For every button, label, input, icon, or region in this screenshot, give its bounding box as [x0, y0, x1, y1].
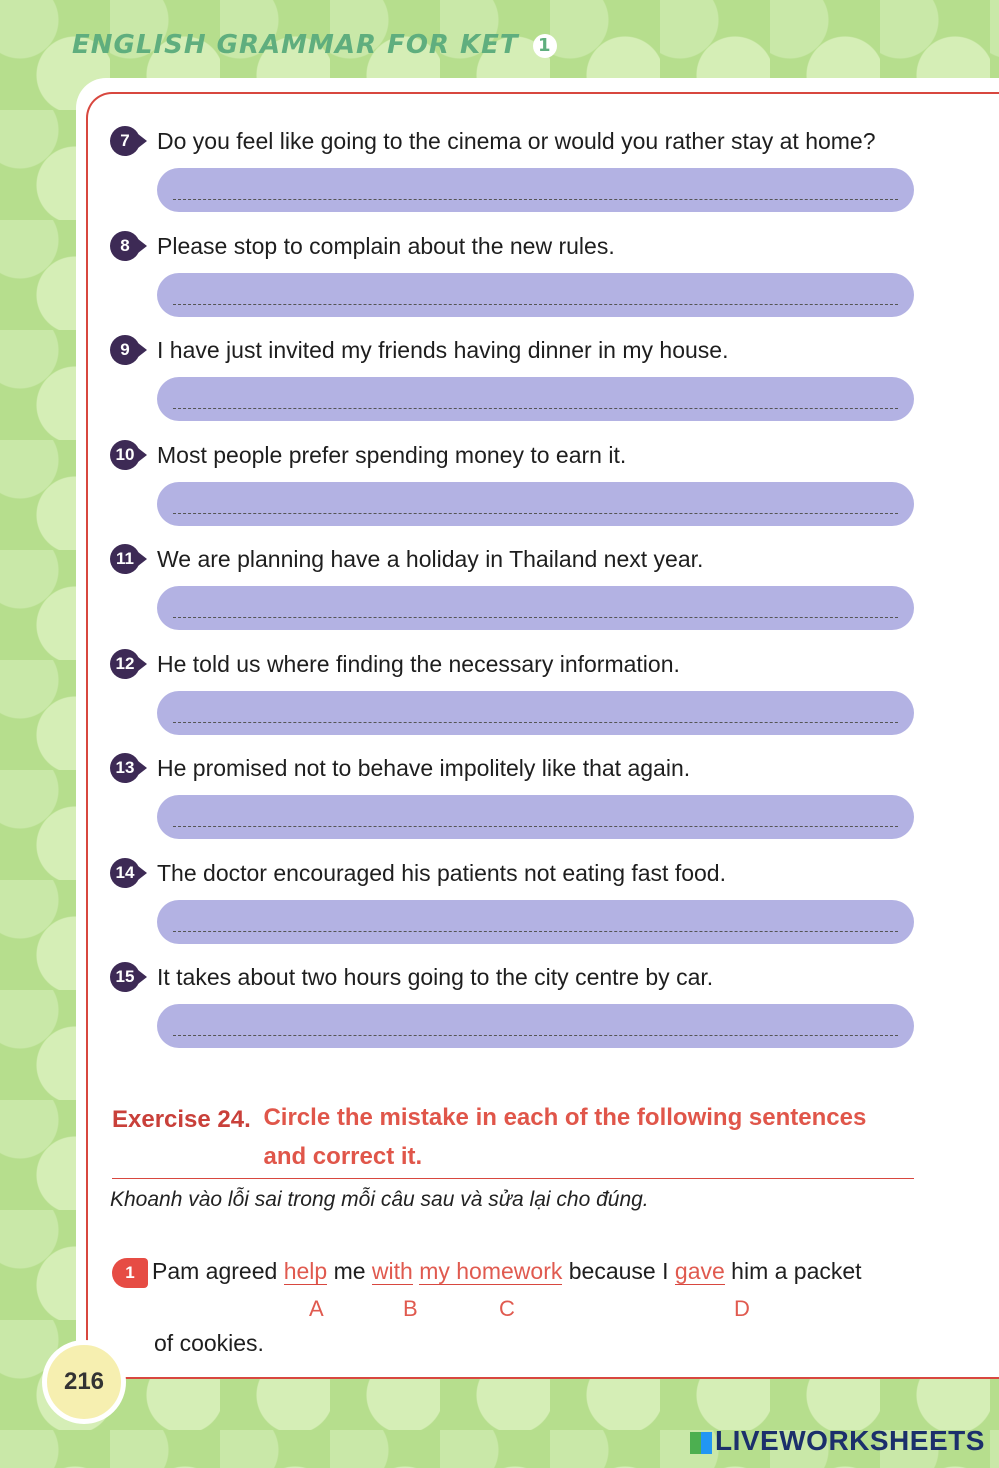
sentence-text: Pam agreed [152, 1258, 284, 1284]
volume-badge: 1 [533, 34, 557, 58]
answer-guide-line [173, 408, 898, 409]
exercise-instruction: Circle the mistake in each of the following sentences and correct it. [263, 1104, 867, 1170]
exercise-subtitle: Khoanh vào lỗi sai trong mỗi câu sau và sửa lại cho đúng. [110, 1188, 649, 1211]
option-a-text[interactable]: help [283, 1258, 328, 1284]
sentence-text: because I [562, 1258, 675, 1284]
answer-field[interactable] [157, 691, 914, 735]
answer-field[interactable] [157, 900, 914, 944]
option-b-label: B [403, 1296, 418, 1321]
item-sentence: The doctor encouraged his patients not eating fast food. [157, 859, 726, 886]
question-sentence [152, 1258, 862, 1285]
item-sentence: Do you feel like going to the cinema or would you rather stay at home? [157, 128, 876, 154]
item-sentence: He told us where finding the necessary information. [157, 650, 680, 677]
item-sentence: He promised not to behave impolitely like that again. [157, 755, 691, 781]
item-number-badge: 12 [110, 649, 140, 679]
answer-field[interactable] [157, 795, 914, 839]
brand-name: LIVEWORKSHEETS [715, 1425, 985, 1456]
answer-field[interactable] [157, 482, 914, 526]
answer-guide-line [173, 1035, 898, 1036]
item-sentence: We are planning have a holiday in Thailand next year. [157, 546, 704, 572]
sentence-text: him a packet [724, 1258, 862, 1284]
answer-guide-line [173, 931, 898, 932]
answer-guide-line [173, 513, 898, 514]
item-sentence: It takes about two hours going to the city centre by car. [157, 964, 714, 990]
item-number-badge: 13 [110, 753, 140, 783]
item-number-badge: 8 [110, 231, 140, 261]
option-d-text[interactable]: gave [674, 1258, 725, 1284]
exercise-label: Exercise 24. [112, 1106, 251, 1133]
page-number: 216 [42, 1340, 126, 1424]
liveworksheets-logo-icon [690, 1432, 712, 1454]
page-header [72, 30, 557, 60]
answer-guide-line [173, 199, 898, 200]
option-b-text[interactable]: with [371, 1258, 413, 1284]
answer-guide-line [173, 304, 898, 305]
item-number-badge: 10 [110, 440, 140, 470]
option-d-label: D [734, 1296, 750, 1321]
answer-guide-line [173, 722, 898, 723]
option-a-label: A [309, 1296, 324, 1321]
option-c-text[interactable]: my homework [419, 1258, 563, 1284]
option-c-label: C [499, 1296, 515, 1321]
item-number-badge: 7 [110, 126, 140, 156]
brand-watermark [690, 1425, 985, 1457]
item-sentence: Most people prefer spending money to earn it. [157, 441, 627, 468]
exercise-divider [112, 1178, 914, 1179]
answer-field[interactable] [157, 1004, 914, 1048]
exercise-title [112, 1106, 908, 1176]
answer-field[interactable] [157, 586, 914, 630]
answer-field[interactable] [157, 377, 914, 421]
question-sentence-continued: of cookies. [154, 1330, 264, 1356]
item-number-badge: 14 [110, 858, 140, 888]
item-number-badge: 15 [110, 962, 140, 992]
sentence-text: me [327, 1258, 372, 1284]
item-number-badge: 11 [110, 544, 140, 574]
question-number: 1 [112, 1258, 148, 1288]
item-sentence: Please stop to complain about the new rules. [157, 232, 615, 259]
answer-guide-line [173, 826, 898, 827]
item-number-badge: 9 [110, 335, 140, 365]
book-title: ENGLISH GRAMMAR FOR KET [72, 30, 519, 60]
answer-guide-line [173, 617, 898, 618]
answer-field[interactable] [157, 168, 914, 212]
panel-bottom-rule [110, 1377, 999, 1379]
item-sentence: I have just invited my friends having dinner in my house. [157, 337, 729, 363]
answer-field[interactable] [157, 273, 914, 317]
